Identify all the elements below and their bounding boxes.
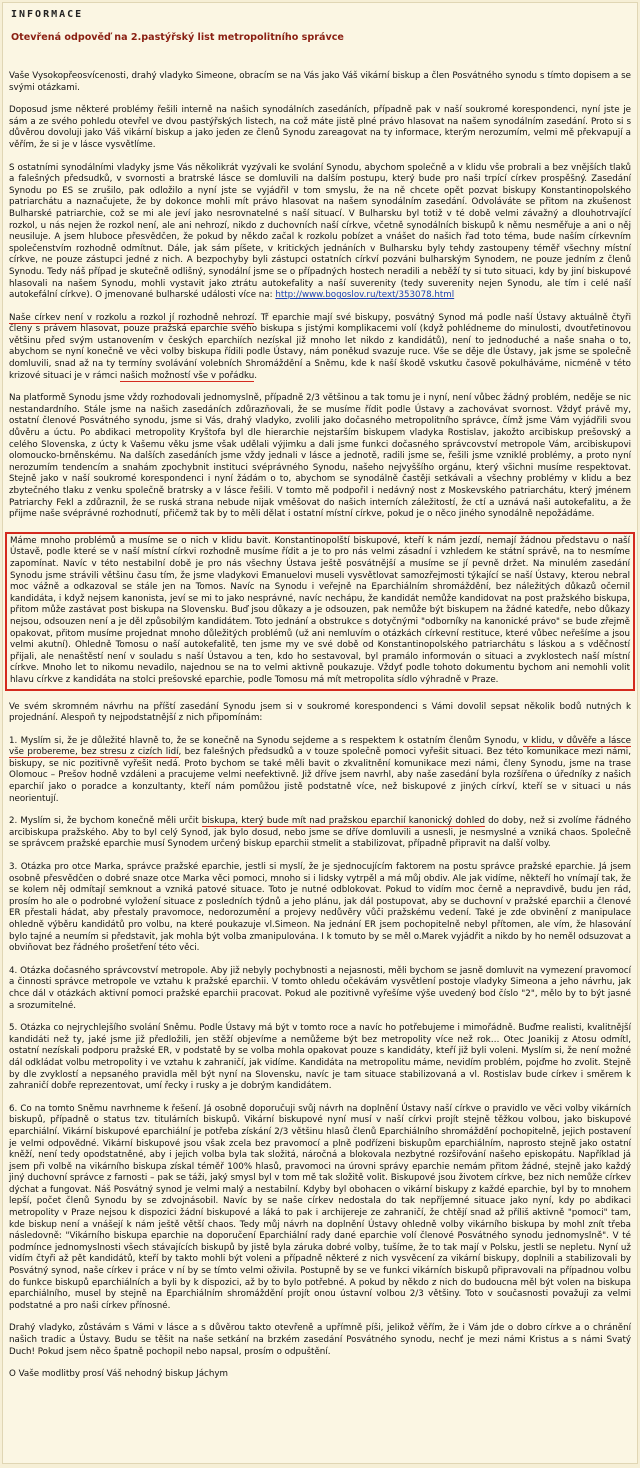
paragraph-greeting: Vaše Vysokopřeosvícenosti, drahý vladyko Simeone, obracím se na Vás jako Váš vikární biskup a člen Posvátného synodu s tímto dopisem a se svými otázkami. — [9, 71, 631, 93]
paragraph-text: . Tř eparchie mají své biskupy, posvátný Synod má podle naší Ústavy aktuálně čtyři členy s právem hlasovat, pouze pražská eparchie svého biskupa s jistými komplikacemi volí (když pohlédneme do minulosti, dvoutřetinovou většinu před svým ustanovením v českých eparchiích nezískal již mnoho let nikdo z kandidátů), není to jednoduché a naše snaha o to, abychom se nyní konečně ve věci volby biskupa řídili podle Ústavy, nám poněkud svazuje ruce. Vše se děje dle Ústavy, jak jsme se společně domluvili, snad až na ty termíny svolávání volebních Shromáždění a Sněmu, kde k naší škodě vskutku časově pokulháváme, nicméně v této krizové situaci je v rámci — [9, 312, 631, 381]
highlight-all-in-order: našich možností vše v pořádku — [120, 370, 255, 381]
point-1: 1. Myslím si, že je důležité hlavně to, že se konečně na Synodu sejdeme a s respektem k ostatním členům Synodu, v klidu, v důvěře a lásce vše probereme, bez stresu z cizích lidí, bez falešných předsudků a v touze společně pomoci vyřešit situaci. Bez této komunikace mezi námi, biskupy, se nic pozitivně vyřešit nedá. Proto bychom se také měli bavit o zkvalitnění komunikace mezi námi, členy Synodu, jsme na trase Olomouc – Prešov hodně vzdáleni a pracujeme velmi neefektivně. Již dříve jsem navrhl, aby naše zasedání byla rozšířena o úředníky z našich eparchií jako o poradce a konzultanty, kteří nám pomůžou jistě podstatně více, než biskupové z jiných církví, kteří se v situaci u nás neorientují. — [9, 735, 631, 804]
point-6: 6. Co na tomto Sněmu navrhneme k řešení. Já osobně doporučuji svůj návrh na doplnění Ústavy naší církve o pravidlo ve věci volby vikárních biskupů, případně o status tzv. titulárních biskupů. Vikární biskupové nyní musí v naší církvi projít stejně těžkou volbou, jako biskupové eparchiální. Vikární biskupové eparchiální je potřeba získání 2/3 většinu hlasů členů Eparchiálního shromáždění pochopitelně, jejich postavení je velmi odpovědné. Vikární biskupové jsou však zcela bez pravomocí a plně podřízeni biskupům eparchiálním, naprosto stejně jako ostatní kněží, není tedy opodstatněné, aby i jejich volba byla tak složitá, náročná a blokovala nezbytné rozšiřování našeho episkopátu. Například já jsem při volbě na vikárního biskupa získal téměř 100% hlasů, pravomoci na úrovni správy eparchie nemám přitom žádné, stejně jako každý jiný duchovní správce z farnosti – pak se táži, jaký smysl byl v tom mě tak složitě volit. Biskupové jsou životem církve, bez nich nemůže církev dýchat a fungovat. Náš Posvátný synod je velmi malý a nestabilní. Kdyby byl obohacen o vikární biskupy z každé eparchie, byl by to mnohem lepší, počet členů Synodu by se zdvojnásobil. Navíc by se naše církev nedostala do tak nepříjemné situace jako nyní, kdy po abdikaci metropolity v Praze nejsou k dispozici žádní biskupové a láká to pak i archijereje ze zahraničí, že chtějí snad až příliš aktivně "pomoci" tam, kde biskup není a vnášejí k nám ještě větší chaos. Tedy můj návrh na doplnění Ústavy ohledně volby vikárního biskupa by mohl znít třeba následovně: "Vikárního biskupa eparchie na doporučení Eparchiální rady dané eparchie volí členové Posvátného synodu jednomyslně". V té podmínce jednomyslnosti všech stávajících biskupů by jistě byla záruka dobré volby, tušíme, že to tak mají v Polsku, jestli se nepletu. Nyní už vidím čtyři až pět kandidátů, kteří by takto mohli být voleni a případně některé z nich vysvěcení za vikární biskupy, doplnili a stabilizovali by Posvátný synod, naše církev i práce v ní by se tímto velmi oživila. Postupně by se ve funkci vikárních biskupů připravovali na případnou volbu do funkce biskupů eparchiálních a byli by k dispozici, až by to bylo potřebné. A pokud by někdo z nich do budoucna měl být volen na biskupa eparchiálního, musel by stejně na Eparchiálním shromáždění projít onou ústavní volbou 2/3 většiny. Toto v současnosti považuji za velmi podstatné a pro naši církev přínosné. — [9, 1103, 631, 1311]
paragraph-intro: Doposud jsme některé problémy řešili interně na našich synodálních zasedáních, případně pak v naší soukromé korespondenci, nyní jste je sám a ze svého pohledu otevřel ve dvou pastýřských listech, na což máte jistě plné právo hlasovat na našem synodálním zasedání. Proto si s důvěrou dovoluji jako Váš vikární biskup a jako jeden ze členů Synodu zareagovat na ty informace, kterým nerozumím, velmi mě překvapují a věřím, že si je v lásce vysvětlíme. — [9, 105, 631, 150]
paragraph-closing: Drahý vladyko, zůstávám s Vámi v lásce a s důvěrou takto otevřeně a upřímně píši, jelikož věřím, že i Vám jde o dobro církve a o chránění našich tradic a Ústavy. Budu se těšit na naše setkání na brzkém zasedání Posvátného synodu, nechť je mezi námi Kristus a s námi Svatý Duch! Pokud jsem něco špatně pochopil nebo napsal, prosím o odpuštění. — [9, 1323, 631, 1357]
paragraph-proposal-intro: Ve svém skromném návrhu na příští zasedání Synodu jsem si v soukromé korespondenci s Vámi dovolil sepsat několik bodů nutných k projednání. Alespoň ty nejpodstatnější z nich připomínám: — [9, 701, 631, 724]
section-header: INFORMACE — [11, 9, 84, 20]
highlight-box — [5, 532, 635, 691]
paragraph-synod-bulgaria — [9, 163, 631, 302]
point-3: 3. Otázka pro otce Marka, správce pražské eparchie, jestli si myslí, že je sjednocujícím faktorem na postu správce pražské eparchie. Já jsem osobně přesvědčen o dobré snaze otce Marka věci pomoci, mnoho si i lidsky vytrpěl a má můj obdiv. Ale jak vidíme, někteří ho vnímají tak, že se kolem něj odmítají semknout a vzniká patové situace. Toto je nutné odblokovat. Pokud to vidím moc černě a nepravdivě, budu jen rád, prosím ho ale o podrobné vyložení situace z posledních týdnů a jeho plánu, jak dál postupovat, aby se duchovní v pražské eparchii a členové ER přestali hádat, aby přestaly pravomoce, nedorozumění a projevy nedůvěry vůči pražskému vedení. Také je zde obvinění z manipulace ohledně výběru kandidátů pro volbu, na které poukazuje vl.Simeon. Na jednání ER jsem pochopitelně nebyl přítomen, ale vím, že hlasování bylo tajné a neumím si představit, jak mohla být volba zmanipulována. I k tomuto by se měl o.Marek vyjádřit a nikdo by ho neměl odsuzovat a obviňovat bez řádného prošetření této věci. — [9, 862, 631, 954]
article-title: Otevřená odpověď na 2.pastýřský list metropolitního správce — [11, 32, 344, 43]
paragraph-text: S ostatními synodálními vladyky jsme Vás několikrát vyzývali ke svolání Synodu, abychom společně a v klidu vše probrali a bez vnějších tlaků a falešných předsudků, v svornosti a bratrské lásce se domluvili na dalším postupu, který bude pro naši trpící církev prospěšný. Zasedání Synodu po ES se zrušilo, pak odložilo a nyní jste se vyjádřil v tom smyslu, že na ně chcete opět pozvat biskupy Konstantinopolského patriarchátu a naznačujete, že by dokonce mohli mít právo hlasovat na našem synodálním zasedání. Odvoláváte se přitom na zkušenost Bulharské patriarchie, což se mi ale jeví jako nesrovnatelné s naší situací. V Bulharsku byl totiž v té době velmi závažný a dlouhotrvající rozkol, u nás nejen že rozkol není, ale ani nehrozí, nikdo z duchovních naší církve, včetně synodálních biskupů k němu nesměřuje a ani o něj neusiluje. A jsem hluboce přesvědčen, že pokud by někdo začal k rozkolu pobízet a vnášet do našich řad toto téma, bude naším církevním společenstvím rozhodně odmítnut. Dále, jak sám píšete, v kritických jednáních v Bulharsku byly tehdy zastoupeny téměř všechny místní církve, ne pouze zástupci jedné z nich. A bezpochyby byli zástupci ostatních církví pozváni bulharským Synodem, ne pouze jedním z členů Synodu. Tedy náš případ je skutečně odlišný, synodální jsme se o případných hostech neradili a neběží ty si tuto situaci, kdy by jiní biskupové hlasovali na našem Synodu, mohli vystavit jako ztrátu autokefality a naší suverenity (tedy suverenity nejen Synodu, ale tím i celé naší autokefální církve). O jmenované bulharské události více na: — [9, 162, 631, 301]
bogoslov-link[interactable]: http://www.bogoslov.ru/text/353078.html — [275, 290, 455, 301]
point-5: 5. Otázka co nejrychlejšího svolání Sněmu. Podle Ústavy má být v tomto roce a navíc ho potřebujeme i mimořádně. Buďme realisti, kvalitnější kandidáti než ty, jaké jsme již předložili, jen stěží objevíme a nemůžeme být bez metropolity více než rok… Otec Joanikij z Atosu odmítl, ostatní nezískali podporu pražské ER, v podstatě by se volba mohla opakovat pouze s kandidáty, kteří již byli voleni. Myslím si, že není možné dál odkládat volbu metropolity i ve vztahu k zahraničí, jak vidíme. Kandidáta na metropolitu máme, nevidím problém, pojďme ho zvolit. Stejně by dle zvyklostí a nepsaného pravidla měl být nyní na Slovensku, navíc je tam situace stabilizovaná a vl. Rostislav bude církev i směrem k zahraničí dobře reprezentovat, umí řecky i rusky a je dobrým kandidátem. — [9, 1023, 631, 1092]
paragraph-synod-platform: Na platformě Synodu jsme vždy rozhodovali jednomyslně, případně 2/3 většinou a tak tomu je i nyní, není vůbec žádný problém, neděje se nic nestandardního. Stále jsme na našich zasedáních zdůrazňovali, že se musíme řídit podle Ústavy a zachovávat svornost. Vždyť právě my, ostatní členové Posvátného synodu, jsme si Vás, drahý vladyko, zvolili jako dočasného metropolitního správce, čímž jsme Vám vyjádřili svou důvěru a úctu. Po abdikaci metropolity Kryštofa byl dle hierarchie nejstarším biskupem vladyka Rostislav, jakožto arcibiskup prešovský a celého Slovenska, z úcty k Vašemu věku jsme však udělali výjimku a dali jsme funkci dočasného správcovství metropole Vám, arcibiskupovi olomoucko-brněnskému. Na dalších zasedáních jsme vždy jednali v lásce a jednotě, radili jsme se, řešili jsme vzniklé problémy, a proto nyní nerozumím tendencím a snahám zpochybnit instituci svéprávného Synodu, našeho nejvyššího orgánu, který všichni musíme respektovat. Stejně jako v naší soukromé korespondenci i nyní žádám o to, abychom se synodálně častěji setkávali a všechny problémy v klidu a bez zbytečného tlaku z venku společně bratrsky a v lásce řešili. V tomto mě podpořil i nedávný nost z Moskevského patriarchátu, který jménem Patriarchy Fekl a zdůraznil, že se ruská strana nebude nijak vměšovat do našich interních záležitostí, že ctí a uznává naši autokefalitu, a že přijme naše svéprávné rozhodnutí, přičemž tak by to měli dělat i ostatní místní církve, pokud je o něco jiného synodálně nepožádáme. — [9, 393, 631, 520]
article-page — [2, 2, 638, 1464]
highlight-no-schism: Naše církev není v rozkolu a rozkol jí rozhodně nehrozí — [9, 312, 255, 323]
highlight-calm-trust: v klidu, v důvěře a lásce vše probereme, bez stresu z cizích lidí — [9, 735, 631, 758]
paragraph-problems: Máme mnoho problémů a musíme se o nich v klidu bavit. Konstantinopolští biskupové, kteří k nám jezdí, nemají žádnou představu o naší Ústavě, podle které se v naší místní církvi rozhodně musíme řídit a je to pro nás velmi zásadní i vzhledem ke státní správě, na to nesmíme zapomínat. Navíc v této nestabilní době je pro nás všechny Ústava ještě posvátnější a musíme se jí pevně držet. Na minulém zasedání Synodu jsme strávili většinu času tím, že jsme vladykovi Emanuelovi museli vysvětlovat samozřejmosti týkající se naší Ústavy, kterou nebral moc vážně a odkazoval se stále jen na Tomos. Navíc na Synodu i veřejně na Eparchiálním shromáždění, bez náležitých důkazů očernil kandidáta, i když nejsem kanonista, jeví se mi to jako nesprávné, navíc nechápu, že kandidát nemůže kandidovat na post pražského biskupa, přitom může zastávat post biskupa na Slovensku. Buď jsou důkazy a je odsouzen, pak nemůže být biskupem na žádné katedře, nebo důkazy nejsou, odsouzen není a je děl způsobilým kandidátem. Toto jednání a obstrukce s dotyčnými "odborníky na kanonické právo" se bude zřejmě opakovat, přitom musíme projednat mnoho důležitých problémů (už ani nemluvím o otázkách církevní restituce, které vůbec neřešíme a jsou velmi akutní). Ohledně Tomosu o naší autokefalitě, ten jsme my ve své době od Konstantinopolského patriarchátu s láskou a s vděčností přijali, ale nenaštěstí není v souladu s naší Ústavou a ten, kdo ho sestavoval, byl pramálo informován o situaci a zvyklostech naší místní církve. Mnoho let to nikomu nevadilo, najednou se na to velmi aktivně poukazuje. Vždyť podle tohoto dokumentu bychom ani nemohli volit hlavu církve z kandidáta na stolci prešovské eparchie, podle Tomosu má mít metropolita sídlo výhradně v Praze. — [10, 535, 630, 685]
signature: O Vaše modlitby prosí Váš nehodný biskup Jáchym — [9, 1369, 228, 1380]
point-4: 4. Otázka dočasného správcovství metropole. Aby již nebyly pochybnosti a nejasnosti, měli bychom se jasně domluvit na vymezení pravomocí a činnosti správce metropole ve vztahu k pražské eparchii. V tomto ohledu očekávám vysvětlení postoje vladyky Simeona a jeho návrhu, jak chce dál v otázkách aktivní pomoci pražské eparchii pracovat. Pokud ale pozitivně vyřešíme výše uvedený bod číslo "2", mělo by to být jasné a srozumitelné. — [9, 965, 631, 1011]
highlight-prague-bishop: biskupa, který bude mít nad pražskou eparchií kanonický dohled — [201, 816, 486, 827]
point-2: 2. Myslím si, že bychom konečně měli určit biskupa, který bude mít nad pražskou eparchií kanonický dohled do doby, než si zvolíme řádného arcibiskupa pražského. Aby to byl celý Synod, jak bylo dosud, nebo jsme se dříve domluvili a usnesli, je nesmyslné a vzniká chaos. Společně se správcem pražské eparchie musí Synodem určený biskup eparchii stmelit a stabilizovat, případně připravit na další volby. — [9, 816, 631, 850]
paragraph-no-schism: Naše církev není v rozkolu a rozkol jí rozhodně nehrozí. Tř eparchie mají své biskupy, posvátný Synod má podle naší Ústavy aktuálně čtyři členy s právem hlasovat, pouze pražská eparchie svého biskupa s jistými komplikacemi volí (když pohlédneme do minulosti, dvoutřetinovou většinu před svým ustanovením v českých eparchiích nezískal již mnoho let nikdo z kandidátů), není to jednoduché a naše snaha o to, abychom se nyní konečně ve věci volby biskupa řídili podle Ústavy, nám poněkud svazuje ruce. Vše se děje dle Ústavy, jak jsme se společně domluvili, snad až na ty termíny svolávání volebních Shromáždění a Sněmu, kde k naší škodě vskutku časově pokulháváme, nicméně v této krizové situaci je v rámci našich možností vše v pořádku. — [9, 312, 631, 381]
